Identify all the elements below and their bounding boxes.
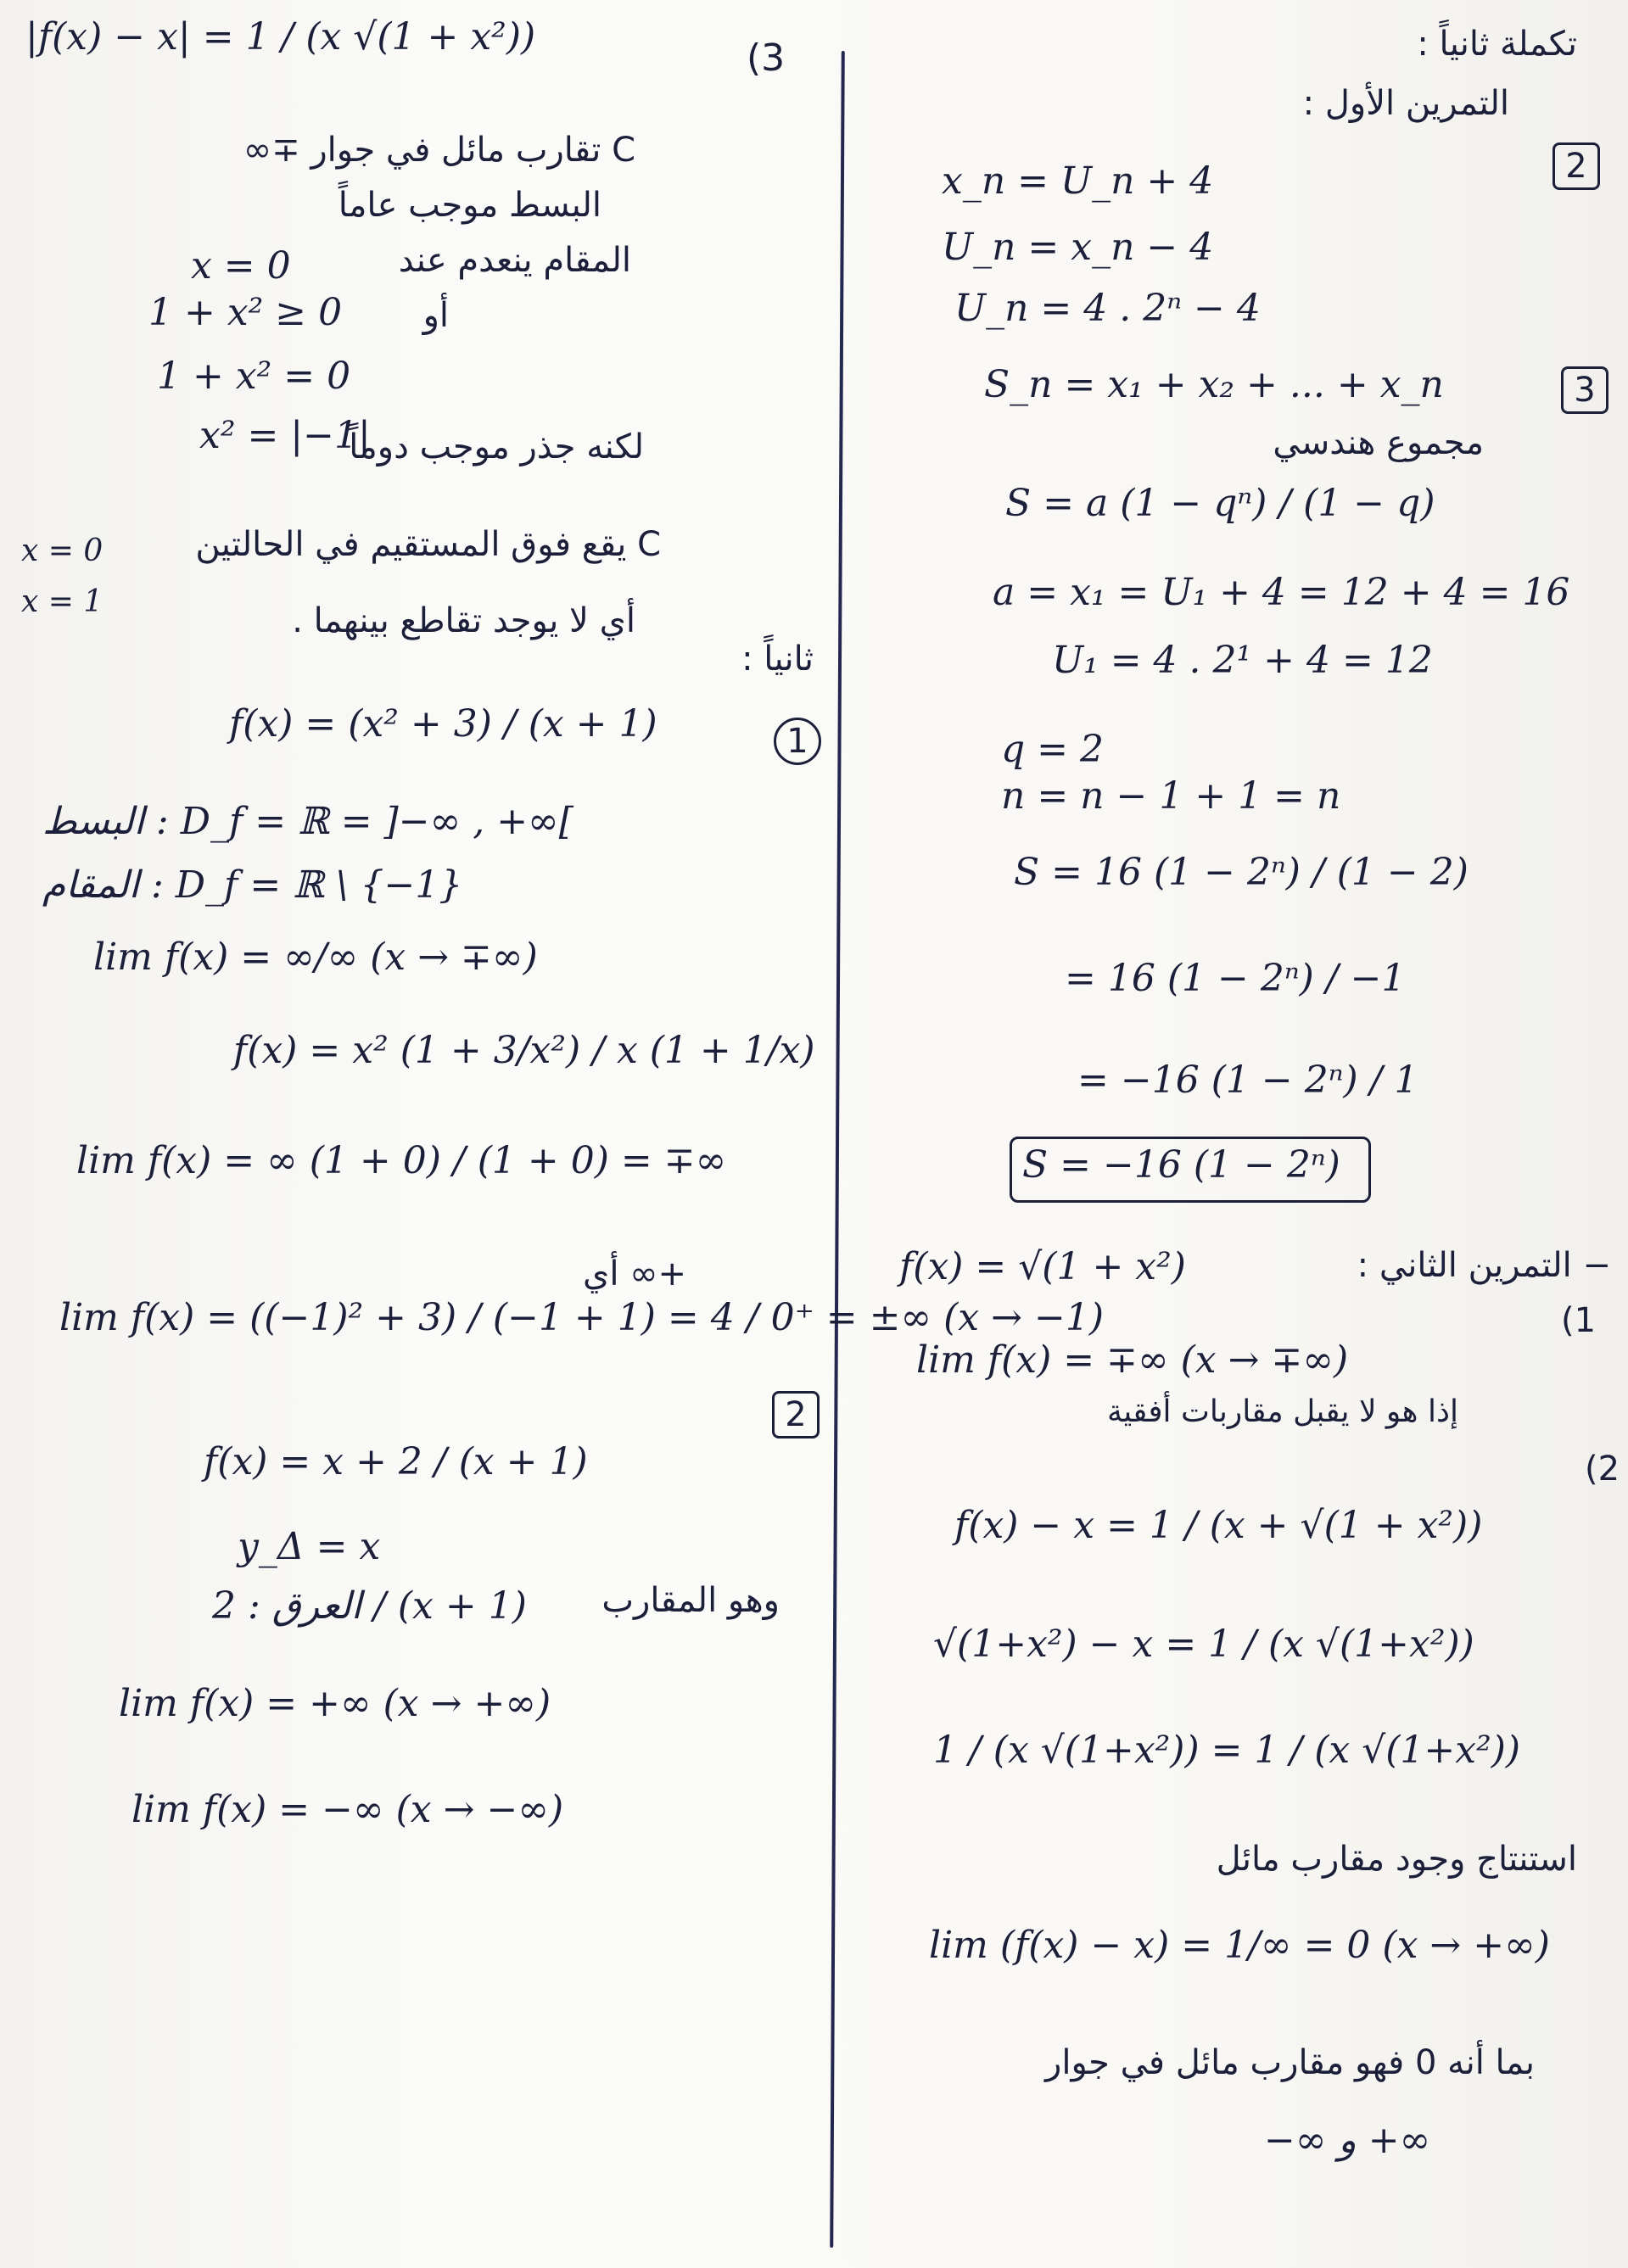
domain-numerator: البسط : D_f = ℝ = ]−∞ , +∞[ — [42, 800, 573, 843]
n-value: n = n − 1 + 1 = n — [1001, 774, 1341, 818]
ex2-function: f(x) = √(1 + x²) — [899, 1245, 1186, 1288]
remainder-term: العرق : 2 / (x + 1) — [212, 1584, 527, 1628]
exercise2-title: − التمرين الثاني : — [1357, 1246, 1611, 1285]
q3-number: 3 — [1561, 366, 1608, 414]
ex2-difference1: f(x) − x = 1 / (x + √(1 + x²)) — [954, 1504, 1483, 1547]
u1-value: U₁ = 4 . 2¹ + 4 = 12 — [1052, 639, 1433, 682]
asymptote-line: y_Δ = x — [238, 1525, 381, 1568]
exercise1-title: التمرين الأول : — [1302, 84, 1509, 123]
c-above-line: C يقع فوق المستقيم في الحالتين — [195, 525, 661, 564]
domain-denominator: المقام : D_f = ℝ \ {−1} — [42, 863, 463, 907]
geometric-note: مجموع هندسي — [1273, 423, 1484, 462]
geometric-formula: S = a (1 − qⁿ) / (1 − q) — [1005, 482, 1435, 525]
ex2-difference2: √(1+x²) − x = 1 / (x √(1+x²)) — [933, 1623, 1474, 1666]
left-page-number: (3 — [747, 36, 786, 80]
sum-sn: S_n = x₁ + x₂ + ... + x_n — [984, 363, 1444, 406]
function-split: f(x) = x + 2 / (x + 1) — [204, 1440, 588, 1483]
or-label: أو — [422, 296, 449, 335]
ex2-limit-note: إذا هو لا يقبل مقاربات أفقية — [1106, 1394, 1458, 1429]
positive-root-note: لكنه جذر موجب دوماً — [349, 427, 644, 466]
equation1: 1 + x² = 0 — [157, 355, 351, 398]
factored-function: f(x) = x² (1 + 3/x²) / x (1 + 1/x) — [233, 1029, 815, 1072]
xn-def: x_n = U_n + 4 — [942, 159, 1214, 203]
a-value: a = x₁ = U₁ + 4 = 12 + 4 = 16 — [993, 571, 1570, 614]
ex2-final2: −∞ و +∞ — [1264, 2119, 1431, 2162]
denominator-zero: المقام ينعدم عند — [398, 241, 631, 280]
sum-step2: = 16 (1 − 2ⁿ) / −1 — [1065, 957, 1406, 1000]
second-part-title: ثانياً : — [741, 640, 814, 679]
limit-minus-infinity: lim f(x) = −∞ (x → −∞) — [131, 1788, 564, 1831]
q2-number: 2 — [1552, 142, 1600, 190]
limit-minus-one: lim f(x) = ((−1)² + 3) / (−1 + 1) = 4 / 0⁺ = ±∞ (x → −1) — [59, 1296, 1104, 1339]
ex2-q2-number: (2 — [1585, 1450, 1620, 1489]
plus-infinity-note: +∞ أي — [583, 1254, 686, 1293]
un-def: U_n = x_n − 4 — [942, 226, 1214, 269]
q-value: q = 2 — [1001, 728, 1104, 771]
un-explicit: U_n = 4 . 2ⁿ − 4 — [954, 287, 1261, 330]
ex2-difference3: 1 / (x √(1+x²)) = 1 / (x √(1+x²)) — [933, 1729, 1521, 1772]
x-squared: x² = |−1| — [199, 414, 371, 457]
left-q1-number: 1 — [774, 718, 821, 765]
ex2-q1-number: (1 — [1561, 1301, 1597, 1340]
numerator-positive: البسط موجب عاماً — [338, 186, 601, 225]
function-definition: f(x) = (x² + 3) / (x + 1) — [229, 702, 657, 746]
limit-infinity2: lim f(x) = ∞ (1 + 0) / (1 + 0) = ∓∞ — [76, 1139, 727, 1182]
x-eq-1-label: x = 1 — [21, 584, 103, 619]
inequality1: 1 + x² ≥ 0 — [148, 291, 343, 334]
no-intersection: أي لا يوجد تقاطع بينهما . — [292, 601, 635, 640]
continuation-header: تكملة ثانياً : — [1417, 25, 1577, 64]
ex2-conclusion: استنتاج وجود مقارب مائل — [1216, 1840, 1577, 1879]
x-equals-zero: x = 0 — [191, 244, 291, 288]
ex2-limit: lim f(x) = ∓∞ (x → ∓∞) — [916, 1338, 1349, 1382]
limit-plus-infinity: lim f(x) = +∞ (x → +∞) — [119, 1682, 551, 1725]
limit-infinity: lim f(x) = ∞/∞ (x → ∓∞) — [93, 936, 538, 979]
c-oblique-asymptote: C تقارب مائل في جوار ∓∞ — [243, 131, 635, 170]
ex2-final: بما أنه 0 فهو مقارب مائل في جوار — [1045, 2043, 1535, 2082]
sum-step3: = −16 (1 − 2ⁿ) / 1 — [1077, 1059, 1418, 1102]
ex2-limit2: lim (f(x) − x) = 1/∞ = 0 (x → +∞) — [929, 1924, 1550, 1967]
left-q2-number: 2 — [772, 1391, 820, 1438]
is-asymptote-note: وهو المقارب — [601, 1581, 780, 1620]
x-eq-0-label: x = 0 — [21, 533, 103, 568]
sum-result: S = −16 (1 − 2ⁿ) — [1022, 1143, 1340, 1187]
sum-step1: S = 16 (1 − 2ⁿ) / (1 − 2) — [1014, 851, 1469, 894]
left-top-equation: |f(x) − x| = 1 / (x √(1 + x²)) — [25, 15, 536, 59]
